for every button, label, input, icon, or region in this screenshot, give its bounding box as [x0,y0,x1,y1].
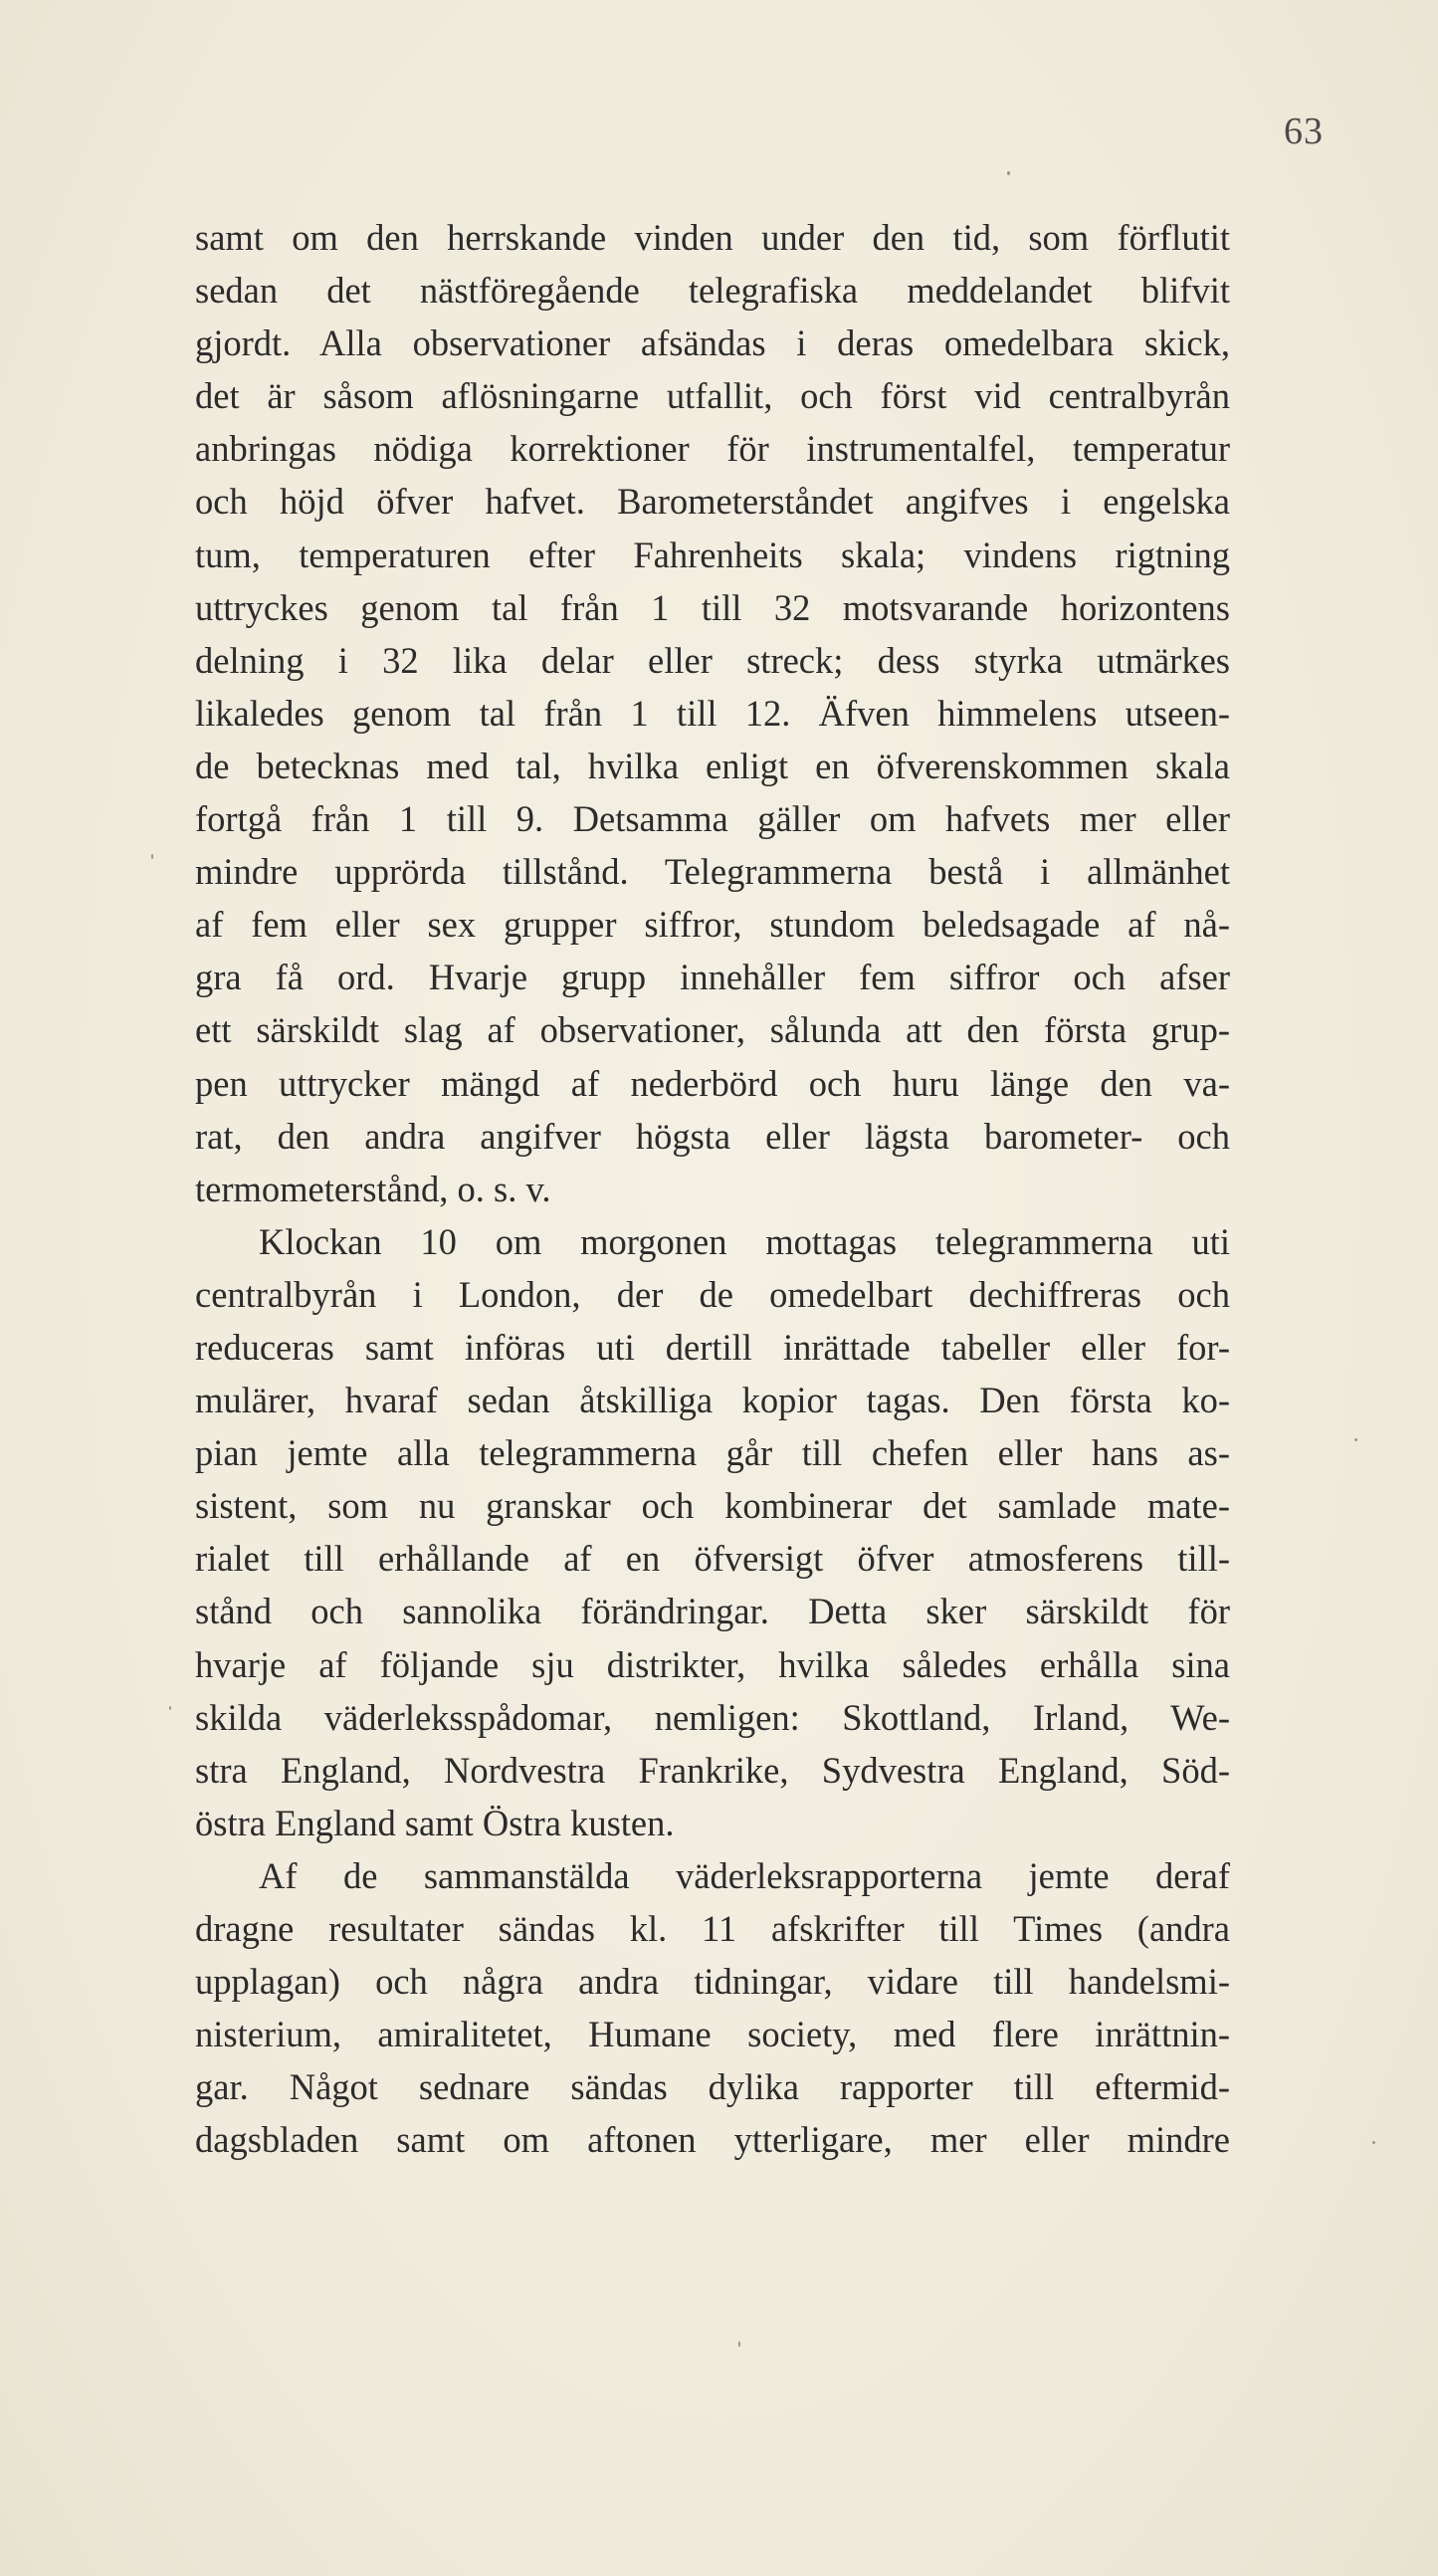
text-line: dragne resultater sändas kl. 11 afskrifter till Times (andra [195,1908,1230,1949]
text-line: det är såsom aflösningarne utfallit, och först vid centralbyrån [195,375,1230,417]
text-line: anbringas nödiga korrektioner för instrumentalfel, temperatur [195,428,1230,470]
text-line: stånd och sannolika förändringar. Detta sker särskildt för [195,1591,1230,1632]
text-line: sedan det nästföregående telegrafiska meddelandet blifvit [195,270,1230,312]
text-line: pen uttrycker mängd af nederbörd och huru länge den va- [195,1062,1230,1104]
text-line: reduceras samt införas uti dertill inrättade tabeller eller for- [195,1326,1230,1368]
page-number: 63 [1284,110,1324,152]
paper-speck [151,854,153,859]
text-line: gra få ord. Hvarje grupp innehåller fem siffror och afser [195,957,1230,998]
text-line: nisterium, amiralitetet, Humane society, med flere inrättnin- [195,2014,1230,2055]
text-line: upplagan) och några andra tidningar, vidare till handelsmi- [195,1961,1230,2003]
paper-speck [169,1706,171,1710]
paragraph-end-line: östra England samt Östra kusten. [195,1802,675,1843]
text-line: sistent, som nu granskar och kombinerar det samlade mate- [195,1485,1230,1527]
paper-speck [1354,1438,1357,1441]
text-line: centralbyrån i London, der de omedelbart dechiffreras och [195,1273,1230,1315]
text-line: likaledes genom tal från 1 till 12. Äfven himmelens utseen- [195,692,1230,734]
text-line: gjordt. Alla observationer afsändas i deras omedelbara skick, [195,322,1230,364]
text-line: ett särskildt slag af observationer, sålunda att den första grup- [195,1009,1230,1051]
paper-speck [1007,171,1010,175]
text-line: gar. Något sednare sändas dylika rapporter till eftermid- [195,2066,1230,2108]
text-line: mindre upprörda tillstånd. Telegrammerna bestå i allmänhet [195,851,1230,893]
paragraph-start-line: Klockan 10 om morgonen mottagas telegrammerna uti [259,1220,1230,1262]
text-line: stra England, Nordvestra Frankrike, Sydvestra England, Söd- [195,1749,1230,1791]
text-line: hvarje af följande sju distrikter, hvilka således erhålla sina [195,1643,1230,1685]
text-line: samt om den herrskande vinden under den tid, som förflutit [195,217,1230,258]
paragraph-start-line: Af de sammanstälda väderleksrapporterna jemte deraf [259,1854,1230,1896]
text-line: uttryckes genom tal från 1 till 32 motsvarande horizontens [195,586,1230,628]
text-line: rialet till erhållande af en öfversigt öfver atmosferens till- [195,1538,1230,1580]
text-line: fortgå från 1 till 9. Detsamma gäller om hafvets mer eller [195,798,1230,840]
text-line: skilda väderleksspådomar, nemligen: Skottland, Irland, We- [195,1696,1230,1738]
text-line: pian jemte alla telegrammerna går till chefen eller hans as- [195,1432,1230,1474]
body-text [195,211,1230,2166]
paragraph-end-line: termometerstånd, o. s. v. [195,1168,551,1209]
text-line: de betecknas med tal, hvilka enligt en öfverenskommen skala [195,745,1230,786]
text-line: delning i 32 lika delar eller streck; dess styrka utmärkes [195,639,1230,681]
text-line: rat, den andra angifver högsta eller lägsta barometer- och [195,1115,1230,1157]
text-line: mulärer, hvaraf sedan åtskilliga kopior tagas. Den första ko- [195,1380,1230,1421]
text-line: af fem eller sex grupper siffror, stundom beledsagade af nå- [195,904,1230,946]
text-line: tum, temperaturen efter Fahrenheits skala; vindens rigtning [195,534,1230,575]
text-line: dagsbladen samt om aftonen ytterligare, mer eller mindre [195,2119,1230,2161]
text-line: och höjd öfver hafvet. Barometerståndet angifves i engelska [195,481,1230,523]
paper-speck [738,2341,740,2347]
paper-speck [1372,2141,1375,2144]
